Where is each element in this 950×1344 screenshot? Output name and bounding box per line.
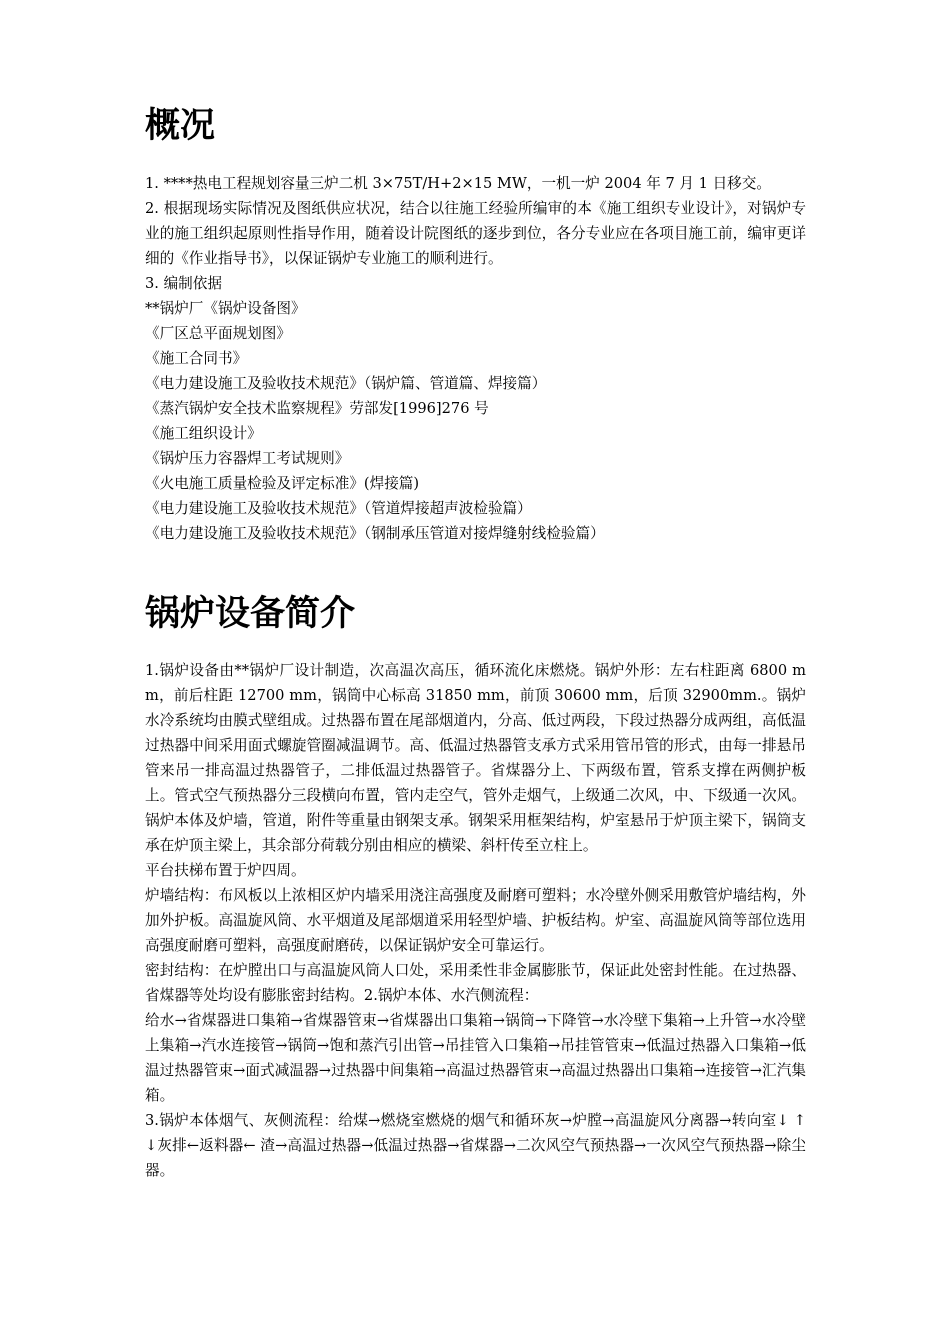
reference-item: 《施工组织设计》 (145, 425, 262, 442)
reference-item: 《蒸汽锅炉安全技术监察规程》劳部发[1996]276 号 (145, 400, 489, 417)
boiler-intro-body (145, 658, 806, 1183)
boiler-paragraph-6: 3.锅炉本体烟气、灰侧流程：给煤→燃烧室燃烧的烟气和循环灰→炉膛→高温旋风分离器→转向室↓ ↑ ↓灰排←返料器← 渣→高温过热器→低温过热器→省煤器→二次风空气预热器→一次风空气预热器→除尘器。 (145, 1112, 806, 1179)
reference-list (145, 296, 806, 546)
boiler-paragraph-2: 平台扶梯布置于炉四周。 (145, 862, 306, 879)
boiler-paragraph-1: 1.锅炉设备由**锅炉厂设计制造，次高温次高压，循环流化床燃烧。锅炉外形：左右柱距离 6800 mm，前后柱距 12700 mm，锅筒中心标高 31850 mm，前顶 30600 mm，后顶 32900mm.。锅炉水冷系统均由膜式壁组成。过热器布置在尾部烟道内，分高、低过两段，下段过热器分成两组，高低温过热器中间采用面式螺旋管圈减温调节。高、低温过热器管支承方式采用管吊管的形式，由每一排悬吊管来吊一排高温过热器管子，二排低温过热器管子。省煤器分上、下两级布置，管系支撑在两侧护板上。管式空气预热器分三段横向布置，管内走空气，管外走烟气，上级通二次风，中、下级通一次风。锅炉本体及炉墙，管道，附件等重量由钢架支承。钢架采用框架结构，炉室悬吊于炉顶主梁下，锅筒支承在炉顶主梁上，其余部分荷载分别由相应的横梁、斜杆传至立柱上。 (145, 662, 806, 854)
overview-paragraph-3: 3. 编制依据 (145, 275, 222, 292)
reference-item: 《施工合同书》 (145, 350, 248, 367)
overview-paragraph-1: 1. ****热电工程规划容量三炉二机 3×75T/H+2×15 MW，一机一炉 2004 年 7 月 1 日移交。 (145, 175, 771, 192)
overview-body (145, 171, 806, 546)
reference-item: 《厂区总平面规划图》 (145, 325, 291, 342)
reference-item: **锅炉厂《锅炉设备图》 (145, 300, 306, 317)
reference-item: 《电力建设施工及验收技术规范》（锅炉篇、管道篇、焊接篇） (145, 375, 547, 392)
reference-item: 《火电施工质量检验及评定标准》(焊接篇) (145, 475, 420, 492)
overview-paragraph-2: 2. 根据现场实际情况及图纸供应状况，结合以往施工经验所编审的本《施工组织专业设计》，对锅炉专业的施工组织起原则性指导作用，随着设计院图纸的逐步到位，各分专业应在各项目施工前，编审更详细的《作业指导书》，以保证锅炉专业施工的顺利进行。 (145, 200, 806, 267)
reference-item: 《电力建设施工及验收技术规范》（管道焊接超声波检验篇） (145, 500, 532, 517)
boiler-paragraph-5: 给水→省煤器进口集箱→省煤器管束→省煤器出口集箱→锅筒→下降管→水冷壁下集箱→上升管→水冷壁上集箱→汽水连接管→锅筒→饱和蒸汽引出管→吊挂管入口集箱→吊挂管管束→低温过热器入口集箱→低温过热器管束→面式减温器→过热器中间集箱→高温过热器管束→高温过热器出口集箱→连接管→汇汽集箱。 (145, 1012, 806, 1104)
boiler-paragraph-4: 密封结构：在炉膛出口与高温旋风筒人口处，采用柔性非金属膨胀节，保证此处密封性能。在过热器、省煤器等处均设有膨胀密封结构。2.锅炉本体、水汽侧流程： (145, 962, 806, 1004)
reference-item: 《电力建设施工及验收技术规范》（钢制承压管道对接焊缝射线检验篇） (145, 525, 605, 542)
boiler-paragraph-3: 炉墙结构：布风板以上浓相区炉内墙采用浇注高强度及耐磨可塑料；水冷壁外侧采用敷管炉墙结构，外加外护板。高温旋风筒、水平烟道及尾部烟道采用轻型炉墙、护板结构。炉室、高温旋风筒等部位选用高强度耐磨可塑料，高强度耐磨砖，以保证锅炉安全可靠运行。 (145, 887, 806, 954)
section-title-boiler-intro: 锅炉设备简介 (145, 594, 356, 634)
reference-item: 《锅炉压力容器焊工考试规则》 (145, 450, 350, 467)
section-title-overview: 概况 (145, 106, 216, 146)
